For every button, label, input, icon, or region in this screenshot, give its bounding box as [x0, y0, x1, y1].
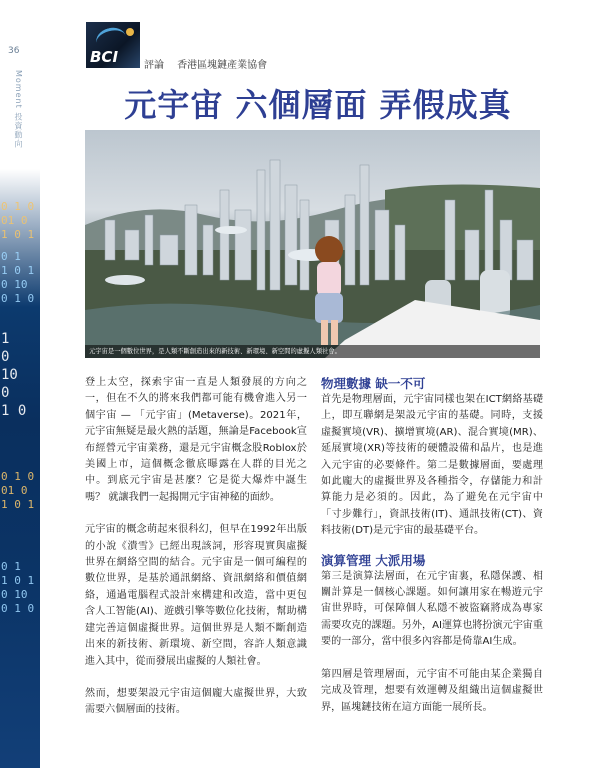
subheading-algorithm-management: 演算管理 大派用場	[321, 552, 426, 568]
author-label: 香港區塊鏈產業協會	[177, 60, 268, 71]
binary-digits-top: 0 1 0 01 0 1 0 1	[1, 200, 35, 241]
paragraph-intro: 登上太空，探索宇宙一直是人類發展的方向之一，但在不久的將來我們都可能有機會進入另一個宇宙 — 「元宇宙」(Metaverse)。2021年，元宇宙無疑是最火熱的話題，無論是Facebook宣布經營元宇宙業務，還是元宇宙概念股Roblox於美國上市，這個概念徹底曝露在人群的目光之中。到底元宇宙是甚麼？它是從大爆炸中誕生嗎？ 就讓我們一起揭開元宇宙神秘的面紗。	[85, 377, 307, 503]
paragraph-algorithm: 第三是演算法層面，在元宇宙裏，私隱保護、相關計算是一個核心課題。如何讓用家在暢遊元宇宙世界時，可保障個人私隱不被盜竊將成為專家需要攻克的課題。另外，AI運算也將扮演元宇宙重要的一部分，當中很多內容都是倚靠AI生成。	[321, 570, 543, 648]
paragraph-physical-data: 首先是物理層面，元宇宙同樣也架在ICT網絡基礎上，即互聯網是架設元宇宙的基礎。同時，支援虛擬實境(VR)、擴增實境(AR)、混合實境(MR)、延展實境(XR)等技術的硬體設備和晶片，也是進入元宇宙的必要條件。第二是數據層面，要處理如此龐大的虛擬世界及各種指令，存儲能力和計算能力是必須的。因此，為了避免在元宇宙中「寸步難行」，資訊技術(IT)、通訊技術(CT)、資料技術(DT)是元宇宙的最基礎平台。	[321, 394, 543, 537]
article-title: 元宇宙 六個層面 弄假成真	[124, 86, 512, 124]
paragraph-management: 第四層是管理層面，元宇宙不可能由某企業獨自完成及管理，想要有效運轉及組織出這個虛擬世界，區塊鏈技術在這方面能一展所長。	[321, 668, 543, 713]
logo-dot-icon	[126, 28, 134, 36]
binary-digits-large: 1 0 10 0 1 0	[1, 331, 27, 419]
right-column	[321, 375, 543, 732]
binary-digits-lower: 0 1 1 0 1 0 10 0 1 0	[1, 560, 35, 615]
magazine-name: Moment 投資動向	[14, 70, 23, 149]
hero-caption: 元宇宙是一個數位世界，是人類不斷創造出來的新技術、新環境、新空間的虛擬人類社會。	[85, 345, 540, 358]
bci-logo	[86, 22, 140, 68]
binary-digits-mid: 0 1 1 0 1 0 10 0 1 0	[1, 250, 35, 305]
hero-image	[85, 130, 540, 358]
paragraph-six-layers: 然而，想要架設元宇宙這個龐大虛擬世界，大致需要六個層面的技術。	[85, 687, 307, 716]
logo-text: BCI	[90, 48, 119, 66]
section-label: 評論	[144, 60, 164, 71]
subheading-physical-data: 物理數據 缺一不可	[321, 376, 426, 391]
city-illustration	[85, 130, 540, 358]
binary-digits-bottom: 0 1 0 01 0 1 0 1	[1, 470, 35, 511]
left-column	[85, 375, 307, 735]
header-byline	[144, 56, 277, 71]
page-number: 36	[8, 46, 20, 56]
paragraph-concept: 元宇宙的概念萌起來很科幻，但早在1992年出版的小說《潰雪》已經出現該詞，形容現實與虛擬世界在網絡空間的結合。元宇宙是一個可編程的數位世界，是基於通訊網絡、資訊網絡和價值網絡，通過電腦程式設計來構建和改造，當中更包含人工智能(AI)、遊戲引擎等數位化技術，幫助構建完善這個虛擬世界。這個世界是人類不斷創造出來的新技術、新環境、新空間，容許人類意識進入其中，從而發展出虛擬的人類社會。	[85, 524, 307, 667]
